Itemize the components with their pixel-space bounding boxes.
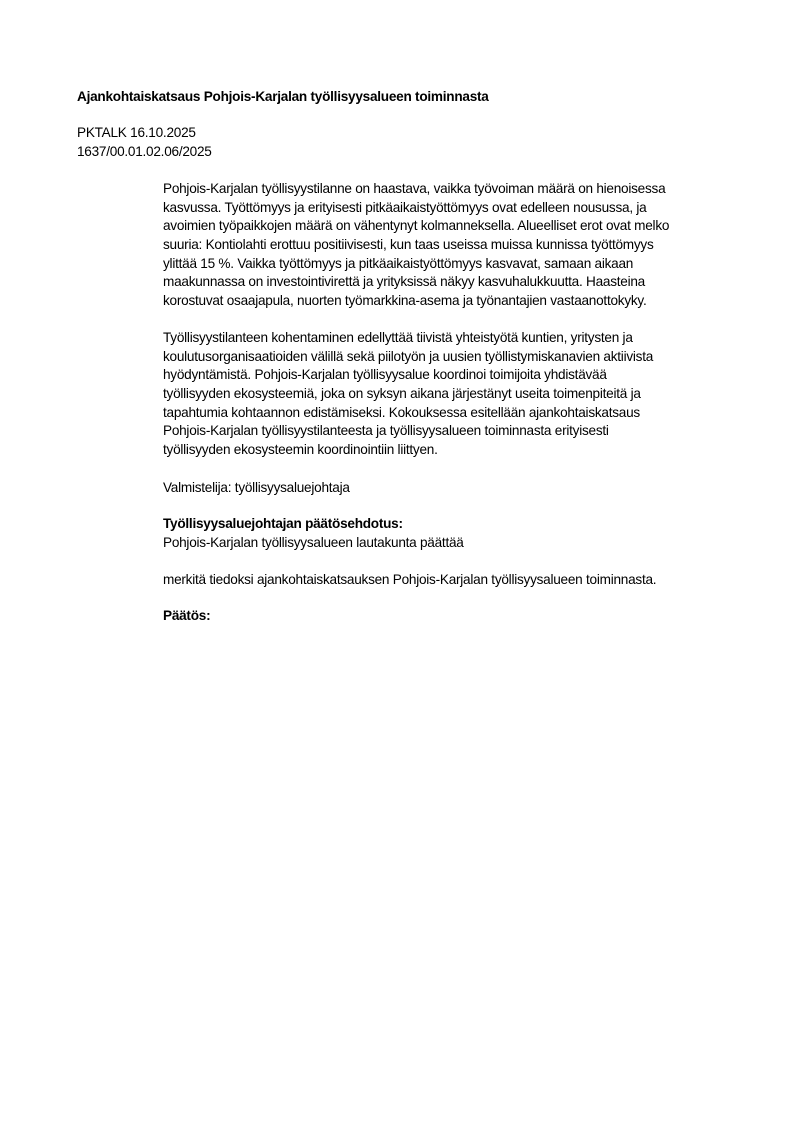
paragraph-situation xyxy=(163,180,669,311)
record-number: 1637/00.01.02.06/2025 xyxy=(77,143,212,159)
proposal-text: Pohjois-Karjalan työllisyysalueen lautakunta päättää xyxy=(163,534,464,550)
text-line: korostuvat osaajapula, nuorten työmarkkina-asema ja työnantajien vastaanottokyky. xyxy=(163,292,647,308)
text-line: Työllisyystilanteen kohentaminen edellyttää tiivistä yhteistyötä kuntien, yritysten ja xyxy=(163,330,633,345)
proposal-decision-text: merkitä tiedoksi ajankohtaiskatsauksen Pohjois-Karjalan työllisyysalueen toiminnasta. xyxy=(163,572,657,587)
text-line: hyödyntämistä. Pohjois-Karjalan työllisyysalue koordinoi toimijoita yhdistävää xyxy=(163,367,607,383)
meeting-date: PKTALK 16.10.2025 xyxy=(77,125,196,140)
text-line: tapahtumia kohtaannon edistämiseksi. Kokouksessa esitellään ajankohtaiskatsaus xyxy=(163,404,640,420)
text-line: työllisyyden ekosysteemiä, joka on syksyn aikana järjestänyt useita toimenpiteitä ja xyxy=(163,385,641,401)
text-line: koulutusorganisaatioiden välillä sekä piilotyön ja uusien työllistymiskanavien aktiivista xyxy=(163,348,654,364)
text-line: Pohjois-Karjalan työllisyystilanne on haastava, vaikka työvoiman määrä on hienoisessa xyxy=(163,181,666,196)
proposal xyxy=(163,515,464,552)
text-line: maakunnassa on investointivirettä ja yrityksissä näkyy kasvuhalukkuutta. Haasteina xyxy=(163,274,645,290)
paragraph-ecosystem xyxy=(163,329,653,460)
decision-heading: Päätös: xyxy=(163,608,211,623)
text-line: suuria: Kontiolahti erottuu positiivisesti, kun taas useissa muissa kunnissa työttömyys xyxy=(163,236,654,252)
text-line: ylittää 15 %. Vaikka työttömyys ja pitkäaikaistyöttömyys kasvavat, samaan aikaan xyxy=(163,255,634,271)
text-line: työllisyyden ekosysteemin koordinointiin liittyen. xyxy=(163,441,438,457)
text-line: avoimien työpaikkojen määrä on vähentynyt kolmanneksella. Alueelliset erot ovat melko xyxy=(163,218,670,234)
proposal-heading: Työllisyysaluejohtajan päätösehdotus: xyxy=(163,516,403,531)
meeting-info xyxy=(77,124,212,161)
text-line: Pohjois-Karjalan työllisyystilanteesta ja työllisyysalueen toiminnasta erityisesti xyxy=(163,423,609,439)
preparer: Valmistelija: työllisyysaluejohtaja xyxy=(163,480,350,495)
document-title: Ajankohtaiskatsaus Pohjois-Karjalan työllisyysalueen toiminnasta xyxy=(77,89,489,104)
text-line: kasvussa. Työttömyys ja erityisesti pitkäaikaistyöttömyys ovat edelleen nousussa, ja xyxy=(163,199,647,215)
